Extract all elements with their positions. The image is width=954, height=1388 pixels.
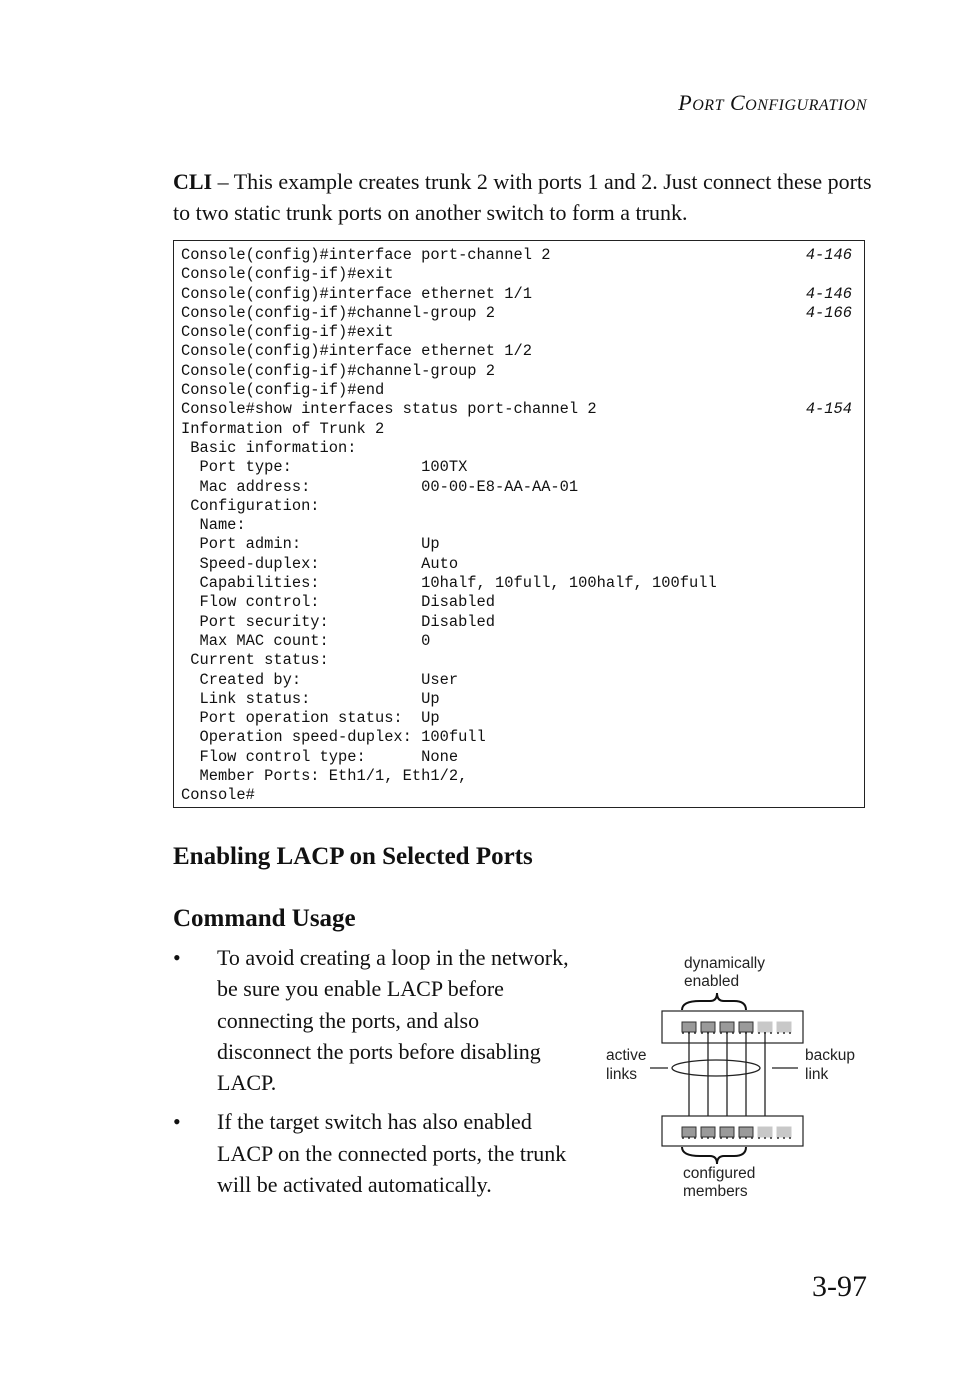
- bottom-brace-icon: [682, 1147, 746, 1164]
- bullet-item: [173, 942, 573, 1098]
- label-links: links: [606, 1066, 638, 1083]
- page-ref: 4-146: [805, 284, 852, 303]
- top-brace-icon: [682, 993, 746, 1010]
- header-initial-c: C: [729, 90, 746, 115]
- bullet-text: To avoid creating a loop in the network, be sure you enable LACP before connecting the ports, and also disconnect the ports before disabling LACP.: [217, 945, 569, 1096]
- header-smallcaps-ort: ORT: [692, 97, 724, 114]
- section-heading: Enabling LACP on Selected Ports: [173, 843, 533, 870]
- page-ref: [806, 342, 852, 361]
- page-ref: [806, 323, 852, 342]
- page-number: 3-97: [812, 1270, 867, 1303]
- bullet-text: If the target switch has also enabled LACP on the connected ports, the trunk will be activated automatically.: [217, 1109, 567, 1198]
- cli-example-box: [173, 240, 865, 808]
- intro-text: – This example creates trunk 2 with ports 1 and 2. Just connect these ports to two static trunk ports on another switch to form a trunk.: [173, 169, 872, 225]
- label-link: link: [805, 1066, 829, 1083]
- subsection-heading: Command Usage: [173, 905, 356, 932]
- bullet-marker: •: [173, 1109, 181, 1135]
- active-links-ellipse: [672, 1060, 760, 1076]
- header-initial-p: P: [678, 90, 693, 115]
- lacp-trunk-diagram: [600, 945, 870, 1205]
- page-references: [806, 246, 852, 420]
- header-smallcaps-onfig: ONFIGURATION: [745, 97, 867, 114]
- page-ref: [806, 381, 852, 400]
- usage-bullet-list: [173, 942, 573, 1208]
- label-members: members: [683, 1183, 748, 1200]
- cli-label: CLI: [173, 169, 213, 194]
- page-ref: [806, 362, 852, 381]
- bullet-marker: •: [173, 945, 181, 970]
- label-backup: backup: [805, 1047, 855, 1064]
- page-ref: 4-154: [805, 400, 852, 419]
- bullet-item: [173, 1106, 573, 1200]
- label-active: active: [606, 1047, 647, 1064]
- label-configured: configured: [683, 1165, 756, 1182]
- intro-paragraph: [173, 166, 873, 228]
- label-enabled: enabled: [684, 973, 740, 990]
- page-ref: [806, 265, 852, 284]
- page-ref: 4-166: [805, 303, 852, 322]
- label-dynamically: dynamically: [684, 955, 765, 972]
- running-header: [678, 90, 867, 116]
- page-ref: 4-146: [805, 246, 852, 264]
- cli-code: Console(config)#interface port-channel 2 Console(config-if)#exit Console(config)#interface ethernet 1/1 Console(config-if)#channel-group 2 Console(config-if)#exit Console(config)#interface ethernet 1/2 Console(config-if)#channel-group 2 Console(config-if)#end Console#show interfaces status port-channel 2 Information of Trunk 2 Basic information: Port type: 100TX Mac address: 00-00-E8-AA-AA-01 Configuration: Name: Port admin: Up Speed-duplex: Auto Capabilities: 10half, 10full, 100half, 100full Flow control: Disabled Port security: Disabled Max MAC count: 0 Current status: Created by: User Link status: Up Port operation status: Up Operation speed-duplex: 100full Flow control type: None Member Ports: Eth1/1, Eth1/2, Console#: [181, 246, 717, 805]
